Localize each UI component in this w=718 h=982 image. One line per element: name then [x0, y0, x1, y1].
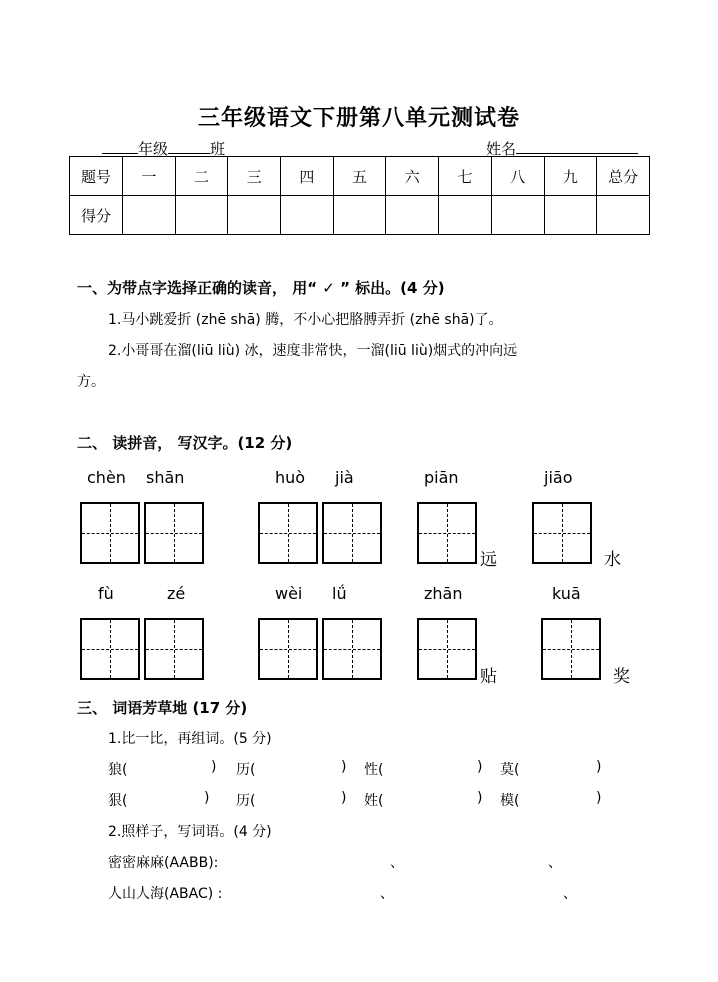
pinyin-label: jià — [335, 468, 354, 487]
score-input-cell[interactable] — [123, 196, 176, 235]
compare-close: ) — [204, 790, 210, 806]
score-input-cell[interactable] — [333, 196, 386, 235]
grade-blank[interactable] — [102, 137, 138, 154]
score-input-cell[interactable] — [281, 196, 334, 235]
section2-heading: 二、 读拼音， 写汉字。(12 分) — [77, 434, 293, 452]
word-suffix: 远 — [480, 550, 497, 570]
section1-q2-line2: 方。 — [77, 374, 105, 390]
name-blank[interactable] — [516, 137, 638, 154]
compare-char-open: 狠( — [108, 793, 128, 809]
pinyin-label: kuā — [552, 584, 581, 603]
pattern-abac-label: 人山人海(ABAC) : — [108, 886, 223, 902]
writing-grid-box[interactable] — [144, 618, 204, 680]
pinyin-label: jiāo — [544, 468, 573, 487]
compare-close: ) — [477, 759, 483, 775]
score-input-cell[interactable] — [175, 196, 228, 235]
score-cell-label: 题号 — [70, 157, 123, 196]
score-cell-header: 总分 — [597, 157, 650, 196]
section3-heading: 三、 词语芳草地 (17 分) — [77, 699, 248, 717]
writing-grid-box[interactable] — [322, 618, 382, 680]
compare-close: ) — [211, 759, 217, 775]
word-suffix: 水 — [604, 550, 621, 570]
score-cell-header: 五 — [333, 157, 386, 196]
pinyin-label: shān — [146, 468, 185, 487]
compare-close: ) — [477, 790, 483, 806]
section1-q1: 1.马小跳爱折 (zhē shā) 腾，不小心把胳膊弄折 (zhē shā)了。 — [108, 312, 503, 328]
compare-char-open: 姓( — [364, 793, 384, 809]
pinyin-label: zé — [167, 584, 186, 603]
score-cell-header: 八 — [491, 157, 544, 196]
class-blank[interactable] — [168, 137, 210, 154]
score-cell-header: 九 — [544, 157, 597, 196]
score-cell-header: 四 — [281, 157, 334, 196]
compare-char-open: 莫( — [500, 762, 520, 778]
compare-close: ) — [596, 790, 602, 806]
score-input-cell[interactable] — [386, 196, 439, 235]
page-title: 三年级语文下册第八单元测试卷 — [197, 105, 520, 131]
score-input-cell[interactable] — [544, 196, 597, 235]
score-table-header-row — [70, 157, 650, 196]
compare-char-open: 历( — [236, 793, 256, 809]
writing-grid-box[interactable] — [417, 502, 477, 564]
score-input-cell[interactable] — [491, 196, 544, 235]
score-cell-header: 七 — [439, 157, 492, 196]
pinyin-label: fù — [98, 584, 114, 603]
word-suffix: 奖 — [613, 667, 630, 687]
compare-char-open: 狼( — [108, 762, 128, 778]
score-cell-header: 三 — [228, 157, 281, 196]
section3-q2-title: 2.照样子，写词语。(4 分) — [108, 824, 272, 840]
pinyin-label: zhān — [424, 584, 463, 603]
compare-close: ) — [341, 759, 347, 775]
score-input-cell[interactable] — [597, 196, 650, 235]
score-input-cell[interactable] — [228, 196, 281, 235]
writing-grid-box[interactable] — [80, 618, 140, 680]
pinyin-label: piān — [424, 468, 459, 487]
separator-mark: 、 — [390, 855, 404, 871]
writing-grid-box[interactable] — [322, 502, 382, 564]
writing-grid-box[interactable] — [258, 618, 318, 680]
pinyin-label: lǘ — [332, 584, 347, 603]
compare-char-open: 模( — [500, 793, 520, 809]
section3-q1-title: 1.比一比，再组词。(5 分) — [108, 731, 272, 747]
name-label: 姓名 — [486, 140, 517, 158]
section1-heading: 一、为带点字选择正确的读音， 用“ ✓ ” 标出。(4 分) — [77, 279, 445, 297]
pinyin-label: wèi — [275, 584, 303, 603]
score-cell-header: 二 — [175, 157, 228, 196]
grade-label: 年级 — [138, 140, 169, 158]
writing-grid-box[interactable] — [258, 502, 318, 564]
compare-close: ) — [596, 759, 602, 775]
separator-mark: 、 — [380, 886, 394, 902]
class-label: 班 — [210, 140, 226, 158]
score-row-label: 得分 — [70, 196, 123, 235]
writing-grid-box[interactable] — [541, 618, 601, 680]
compare-close: ) — [341, 790, 347, 806]
pinyin-label: chèn — [87, 468, 126, 487]
score-table-score-row — [70, 196, 650, 235]
word-suffix: 贴 — [480, 667, 497, 687]
section1-q2-line1: 2.小哥哥在溜(liū liù) 冰，速度非常快，一溜(liū liù)烟式的冲向远 — [108, 343, 518, 359]
writing-grid-box[interactable] — [80, 502, 140, 564]
compare-char-open: 性( — [364, 762, 384, 778]
score-cell-header: 一 — [123, 157, 176, 196]
separator-mark: 、 — [548, 855, 562, 871]
compare-char-open: 历( — [236, 762, 256, 778]
writing-grid-box[interactable] — [417, 618, 477, 680]
pinyin-label: huò — [275, 468, 306, 487]
score-cell-header: 六 — [386, 157, 439, 196]
score-input-cell[interactable] — [439, 196, 492, 235]
pattern-aabb-label: 密密麻麻(AABB): — [108, 855, 219, 871]
writing-grid-box[interactable] — [532, 502, 592, 564]
score-table — [69, 156, 650, 235]
separator-mark: 、 — [563, 886, 577, 902]
writing-grid-box[interactable] — [144, 502, 204, 564]
